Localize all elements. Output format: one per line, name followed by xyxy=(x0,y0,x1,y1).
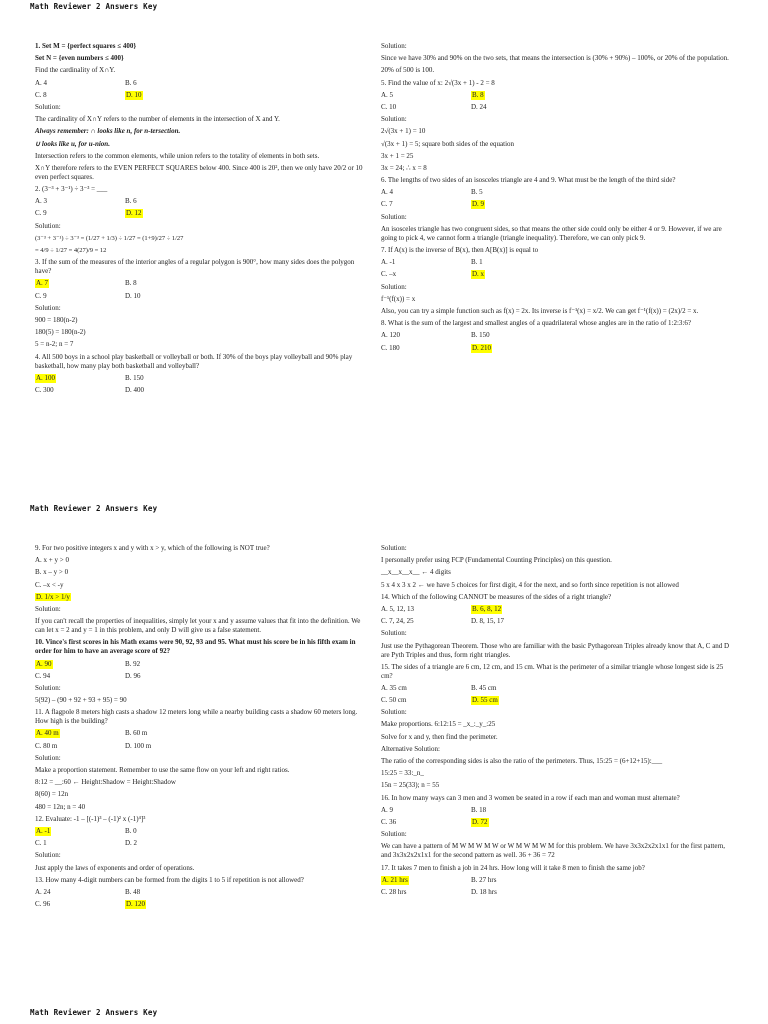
text-line xyxy=(381,769,733,778)
text-content: Always remember: ∩ looks like n, for n-tersection. xyxy=(35,127,181,136)
answer-choices xyxy=(381,617,733,626)
text-line xyxy=(35,708,363,726)
answer-choices xyxy=(35,888,363,897)
text-line xyxy=(381,556,733,565)
text-line xyxy=(35,638,363,656)
text-content: 14. Which of the following CANNOT be measures of the sides of a right triangle? xyxy=(381,592,612,601)
text-content: Alternative Solution: xyxy=(381,744,440,753)
text-content: Solution: xyxy=(35,604,61,613)
text-line xyxy=(381,164,733,173)
text-content: B. x – y > 0 xyxy=(35,568,69,577)
text-content: We can have a pattern of M W M W M W or W M W M W M for this problem. We have 3x3x2x2x1x1 for the first pattern, and 3x3x2x2x1x1 for the second pattern as well. 36 + 36 = 72 xyxy=(381,842,726,860)
text-line xyxy=(35,803,363,812)
text-content: Set N = {even numbers ≤ 400} xyxy=(35,54,124,63)
text-content: 12. Evaluate: -1 – [(-1)³ – (-1)² x (-1)⁴]³ xyxy=(35,814,146,823)
text-content: I personally prefer using FCP (Fundamental Counting Principles) on this question. xyxy=(381,556,612,565)
page1-right-column xyxy=(381,42,733,356)
text-line xyxy=(35,568,363,577)
choice-b: D. 24 xyxy=(471,102,487,111)
choice-b: D. 100 m xyxy=(125,741,152,750)
choice-b: D. 10 xyxy=(125,291,141,300)
text-line xyxy=(381,152,733,161)
choice-a: C. 96 xyxy=(35,900,51,909)
choice-b: B. 60 m xyxy=(125,729,148,738)
page1-left-column xyxy=(35,42,363,398)
answer-choices xyxy=(381,806,733,815)
text-content: 3x + 1 = 25 xyxy=(381,151,414,160)
answer-choices xyxy=(35,729,363,738)
text-line xyxy=(35,766,363,775)
choice-a: A. 21 hrs xyxy=(382,875,408,884)
text-line xyxy=(35,127,363,136)
choice-a: C. 28 hrs xyxy=(381,887,407,896)
choice-b: D. 55 cm xyxy=(472,696,498,705)
choice-a: C. 9 xyxy=(35,291,47,300)
text-content: 5 = n-2; n = 7 xyxy=(35,340,74,349)
page-header-1: Math Reviewer 2 Answers Key xyxy=(30,2,158,11)
choice-b: D. 12 xyxy=(126,209,142,218)
answer-choices xyxy=(35,292,363,301)
answer-choices xyxy=(35,209,363,218)
text-line xyxy=(35,790,363,799)
text-content: Solution: xyxy=(381,212,407,221)
text-line xyxy=(35,316,363,325)
answer-choices xyxy=(35,672,363,681)
choice-a: A. -1 xyxy=(36,826,51,835)
text-line xyxy=(381,842,733,860)
choice-b: B. 27 hrs xyxy=(471,875,497,884)
choice-b: B. 0 xyxy=(125,826,137,835)
text-line xyxy=(381,642,733,660)
text-content: Solution: xyxy=(35,851,61,860)
text-content: Make proportions. 6:12:15 = _x_:_y_:25 xyxy=(381,720,496,729)
text-content: 8(60) = 12n xyxy=(35,790,69,799)
choice-a: C. 94 xyxy=(35,671,51,680)
text-line xyxy=(381,283,733,292)
choice-b: B. 8 xyxy=(472,90,484,99)
page2-right-column xyxy=(381,544,733,900)
choice-a: A. 90 xyxy=(36,659,52,668)
text-content: Solution: xyxy=(381,115,407,124)
text-content: (3⁻³ + 3⁻¹) ÷ 3⁻³ = (1/27 + 1/3) ÷ 1/27 = (1+9)/27 ÷ 1/27 xyxy=(35,234,184,242)
choice-b: D. 72 xyxy=(472,817,488,826)
text-content: 480 = 12n; n = 40 xyxy=(35,802,86,811)
text-line xyxy=(381,54,733,63)
text-line xyxy=(381,140,733,149)
text-content: Also, you can try a simple function such as f(x) = 2x. Its inverse is f⁻¹(x) = x/2. We can get f⁻¹(f(x)) = (2x)/2 = x. xyxy=(381,306,699,315)
text-line xyxy=(381,66,733,75)
text-content: An isosceles triangle has two congruent sides, so that means the other side could only be either 4 or 9. However, if we are going to pick 4, we cannot form a triangle (triangle inequality). Therefore, we can only pick 9. xyxy=(381,224,722,242)
text-content: ∪ looks like u, for u-nion. xyxy=(35,139,110,148)
choice-a: C. 50 cm xyxy=(381,696,407,705)
text-content: Solution: xyxy=(35,102,61,111)
text-line xyxy=(35,754,363,763)
text-line xyxy=(35,222,363,231)
choice-a: C. 7, 24, 25 xyxy=(381,617,414,626)
answer-choices xyxy=(381,91,733,100)
text-content: 15. The sides of a triangle are 6 cm, 12 cm, and 15 cm. What is the perimeter of a similar triangle whose longest side is 25 cm? xyxy=(381,662,724,680)
text-content: Solution: xyxy=(35,753,61,762)
text-line xyxy=(35,54,363,63)
text-content: Solution: xyxy=(35,221,61,230)
text-content: Just apply the laws of exponents and order of operations. xyxy=(35,863,195,872)
choice-b: B. 6 xyxy=(125,197,137,206)
text-content: A. x + y > 0 xyxy=(35,556,69,565)
text-line xyxy=(35,864,363,873)
text-content: Solution: xyxy=(35,683,61,692)
choice-a: A. -1 xyxy=(381,258,396,267)
text-line xyxy=(35,185,363,194)
text-line xyxy=(381,295,733,304)
page-header-2: Math Reviewer 2 Answers Key xyxy=(30,504,158,513)
text-line xyxy=(381,864,733,873)
choice-a: A. 9 xyxy=(381,805,394,814)
text-content: The cardinality of X∩Y refers to the number of elements in the intersection of X and Y. xyxy=(35,115,280,124)
text-line xyxy=(381,830,733,839)
text-content: 17. It takes 7 men to finish a job in 24 hrs. How long will it take 8 men to finish the same job? xyxy=(381,863,645,872)
text-content: Find the cardinality of X∩Y. xyxy=(35,66,116,75)
text-content: C. –x < -y xyxy=(35,580,64,589)
text-line xyxy=(35,164,363,182)
choice-b: D. 96 xyxy=(125,671,141,680)
answer-choices xyxy=(35,197,363,206)
text-line xyxy=(381,176,733,185)
answer-choices xyxy=(381,103,733,112)
text-content: 15n = 25(33); n = 55 xyxy=(381,781,440,790)
text-line xyxy=(35,696,363,705)
text-content: X∩Y therefore refers to the EVEN PERFECT SQUARES below 400. Since 400 is 20², then we only have 20/2 or 10 even perfect squares. xyxy=(35,163,363,181)
page2-left-column xyxy=(35,544,363,912)
text-content: Solution: xyxy=(381,42,407,50)
choice-b: B. 6, 8, 12 xyxy=(472,604,502,613)
choice-b: D. 120 xyxy=(126,900,146,909)
text-content: The ratio of the corresponding sides is also the ratio of the perimeters. Thus, 15:25 = (6+12+15):___ xyxy=(381,757,663,765)
text-content: 2√(3x + 1) = 10 xyxy=(381,127,426,136)
choice-b: B. 92 xyxy=(125,659,141,668)
text-line xyxy=(35,851,363,860)
answer-choices xyxy=(381,331,733,340)
text-content: Just use the Pythagorean Theorem. Those who are familiar with the basic Pythagorean Triples already know that A, C and D are Pyth Triples and thus, form right triangles. xyxy=(381,641,730,659)
answer-choices xyxy=(35,91,363,100)
text-content: 8:12 = __:60 ← Height:Shadow = Height:Shadow xyxy=(35,778,176,787)
text-line xyxy=(35,103,363,112)
text-line xyxy=(381,115,733,124)
choice-a: C. 180 xyxy=(381,343,400,352)
choice-a: C. 8 xyxy=(35,90,47,99)
text-line xyxy=(381,213,733,222)
text-content: f⁻¹(f(x)) = x xyxy=(381,294,416,303)
text-content: 7. If A(x) is the inverse of B(x), then A[B(x)] is equal to xyxy=(381,246,539,254)
text-line xyxy=(381,79,733,88)
text-content: 16. In how many ways can 3 men and 3 women be seated in a row if each man and woman must alternate? xyxy=(381,793,680,802)
text-content: 15:25 = 33:_n_ xyxy=(381,769,424,778)
text-line xyxy=(381,568,733,577)
text-content: Solution: xyxy=(381,544,407,552)
choice-b: B. 8 xyxy=(125,279,137,288)
text-line xyxy=(381,544,733,553)
text-line xyxy=(381,663,733,681)
choice-b: B. 150 xyxy=(471,331,490,340)
choice-b: B. 1 xyxy=(471,258,483,267)
text-content: 6. The lengths of two sides of an isosceles triangle are 4 and 9. What must be the length of the third side? xyxy=(381,176,676,185)
text-line xyxy=(35,778,363,787)
text-content: 5. Find the value of x: 2√(3x + 1) - 2 = 8 xyxy=(381,78,495,87)
text-line xyxy=(381,127,733,136)
choice-a: C. 1 xyxy=(35,839,47,848)
choice-a: A. 120 xyxy=(381,331,401,340)
text-line xyxy=(381,42,733,51)
text-line xyxy=(381,708,733,717)
choice-b: D. 8, 15, 17 xyxy=(471,617,505,626)
choice-b: D. 10 xyxy=(126,90,142,99)
text-content: 5(92) – (90 + 92 + 93 + 95) = 90 xyxy=(35,696,127,705)
choice-b: D. 210 xyxy=(472,343,492,352)
text-content: 900 = 180(n-2) xyxy=(35,315,78,324)
choice-b: D. 18 hrs xyxy=(471,887,497,896)
choice-a: C. 300 xyxy=(35,385,54,394)
text-content: Solution: xyxy=(35,303,61,312)
text-content: 3. If the sum of the measures of the interior angles of a regular polygon is 900°, how many sides does the polygon have? xyxy=(35,258,355,276)
choice-b: B. 5 xyxy=(471,188,483,197)
text-content: If you can't recall the properties of inequalities, simply let your x and y assume values that fit into the definition. We can let x = 2 and y = 1 in this problem, and only D will give us a false statement. xyxy=(35,617,361,635)
choice-a: C. 10 xyxy=(381,102,397,111)
answer-choices xyxy=(381,200,733,209)
choice-b: D. 9 xyxy=(472,200,485,209)
answer-choices xyxy=(381,270,733,279)
choice-a: A. 7 xyxy=(36,279,49,288)
answer-choices xyxy=(35,386,363,395)
choice-b: B. 48 xyxy=(125,887,141,896)
text-line xyxy=(381,757,733,766)
text-line xyxy=(381,307,733,316)
text-line xyxy=(35,66,363,75)
answer-choices xyxy=(35,900,363,909)
text-content: 20% of 500 is 100. xyxy=(381,66,435,75)
text-content: 10. Vince's first scores in his Math exams were 90, 92, 93 and 95. What must his score be in his fifth exam in order for him to have an average score of 92? xyxy=(35,638,356,656)
answer-choices xyxy=(381,818,733,827)
text-content: Solution: xyxy=(381,830,407,839)
text-content: 5 x 4 x 3 x 2 ← we have 5 choices for first digit, 4 for the next, and so forth since repetition is not allowed xyxy=(381,580,679,589)
text-content: = 4/9 ÷ 1/27 = 4(27)/9 = 12 xyxy=(35,247,107,254)
answer-choices xyxy=(381,258,733,267)
choice-a: C. 9 xyxy=(35,209,47,218)
text-line xyxy=(35,115,363,124)
text-line xyxy=(381,733,733,742)
text-line xyxy=(381,794,733,803)
answer-choices xyxy=(35,374,363,383)
text-content: Solution: xyxy=(381,708,407,717)
text-content: 9. For two positive integers x and y with x > y, which of the following is NOT true? xyxy=(35,544,270,552)
choice-a: A. 24 xyxy=(35,887,51,896)
text-line xyxy=(35,353,363,371)
text-line xyxy=(35,556,363,565)
text-line xyxy=(35,815,363,824)
text-content: 180(5) = 180(n-2) xyxy=(35,328,86,337)
choice-a: A. 5 xyxy=(381,90,394,99)
text-content: Intersection refers to the common elements, while union refers to the totality of elements in both sets. xyxy=(35,151,320,160)
answer-choices xyxy=(35,660,363,669)
answer-choices xyxy=(381,605,733,614)
text-line xyxy=(381,319,733,328)
text-content: Make a proportion statement. Remember to use the same flow on your left and right ratios. xyxy=(35,766,290,774)
choice-a: C. 36 xyxy=(381,817,397,826)
choice-a: A. 5, 12, 13 xyxy=(381,604,415,613)
text-line xyxy=(381,246,733,255)
text-line xyxy=(35,42,363,51)
choice-a: A. 3 xyxy=(35,197,48,206)
text-line xyxy=(35,246,363,255)
text-line xyxy=(381,745,733,754)
text-line xyxy=(35,258,363,276)
text-line xyxy=(35,328,363,337)
text-content: 11. A flagpole 8 meters high casts a shadow 12 meters long while a nearby building casts a shadow 60 meters long. How high is the building? xyxy=(35,708,358,726)
choice-b: B. 6 xyxy=(125,78,137,87)
text-line xyxy=(35,544,363,553)
answer-choices xyxy=(35,279,363,288)
text-content: √(3x + 1) = 5; square both sides of the equation xyxy=(381,139,515,148)
choice-a: C. 7 xyxy=(381,200,393,209)
answer-choices xyxy=(35,742,363,751)
text-line xyxy=(35,152,363,161)
text-content: 2. (3⁻³ + 3⁻¹) ÷ 3⁻³ = ___ xyxy=(35,185,108,194)
answer-choices xyxy=(381,344,733,353)
text-content: 8. What is the sum of the largest and smallest angles of a quadrilateral whose angles are in the ratio of 1:2:3:6? xyxy=(381,319,691,328)
choice-a: A. 4 xyxy=(35,78,48,87)
text-content: 1. Set M = {perfect squares ≤ 400} xyxy=(35,42,137,50)
text-line xyxy=(381,225,733,243)
choice-a: A. 40 m xyxy=(36,729,59,738)
choice-a: A. 100 xyxy=(36,373,56,382)
page-header-3: Math Reviewer 2 Answers Key xyxy=(30,1008,158,1017)
text-line xyxy=(35,605,363,614)
answer-choices xyxy=(381,696,733,705)
text-line xyxy=(35,304,363,313)
text-content: D. 1/x > 1/y xyxy=(36,592,70,601)
choice-b: D. x xyxy=(472,270,485,279)
text-line xyxy=(35,684,363,693)
text-content: __x__x__x__ ← 4 digits xyxy=(381,568,451,577)
answer-choices xyxy=(381,684,733,693)
answer-choice-highlighted xyxy=(35,593,363,602)
text-line xyxy=(381,581,733,590)
text-line xyxy=(35,340,363,349)
answer-choices xyxy=(35,827,363,836)
text-line xyxy=(35,140,363,149)
choice-b: B. 45 cm xyxy=(471,683,497,692)
text-line xyxy=(35,234,363,243)
choice-b: B. 18 xyxy=(471,805,487,814)
answer-choices xyxy=(381,888,733,897)
answer-choices xyxy=(381,188,733,197)
text-content: Solve for x and y, then find the perimeter. xyxy=(381,732,498,741)
text-line xyxy=(35,876,363,885)
choice-b: B. 150 xyxy=(125,373,144,382)
text-line xyxy=(35,617,363,635)
text-line xyxy=(381,781,733,790)
choice-b: D. 2 xyxy=(125,839,138,848)
text-content: Since we have 30% and 90% on the two sets, that means the intersection is (30% + 90%) – 100%, or 20% of the population. xyxy=(381,54,729,63)
text-content: 3x = 24; ∴ x = 8 xyxy=(381,163,427,172)
choice-a: A. 4 xyxy=(381,188,394,197)
text-content: Solution: xyxy=(381,629,407,638)
text-line xyxy=(381,720,733,729)
choice-a: A. 35 cm xyxy=(381,683,407,692)
text-content: 13. How many 4-digit numbers can be formed from the digits 1 to 5 if repetition is not allowed? xyxy=(35,875,304,884)
text-line xyxy=(35,581,363,590)
text-line xyxy=(381,629,733,638)
text-content: 4. All 500 boys in a school play basketball or volleyball or both. If 30% of the boys play volleyball and 90% play basketball, how many play both basketball and volleyball? xyxy=(35,352,353,370)
text-content: Solution: xyxy=(381,282,407,291)
answer-choices xyxy=(381,876,733,885)
answer-choices xyxy=(35,839,363,848)
answer-choices xyxy=(35,79,363,88)
text-line xyxy=(381,593,733,602)
choice-b: D. 400 xyxy=(125,385,145,394)
choice-a: C. –x xyxy=(381,270,397,279)
choice-a: C. 80 m xyxy=(35,741,58,750)
